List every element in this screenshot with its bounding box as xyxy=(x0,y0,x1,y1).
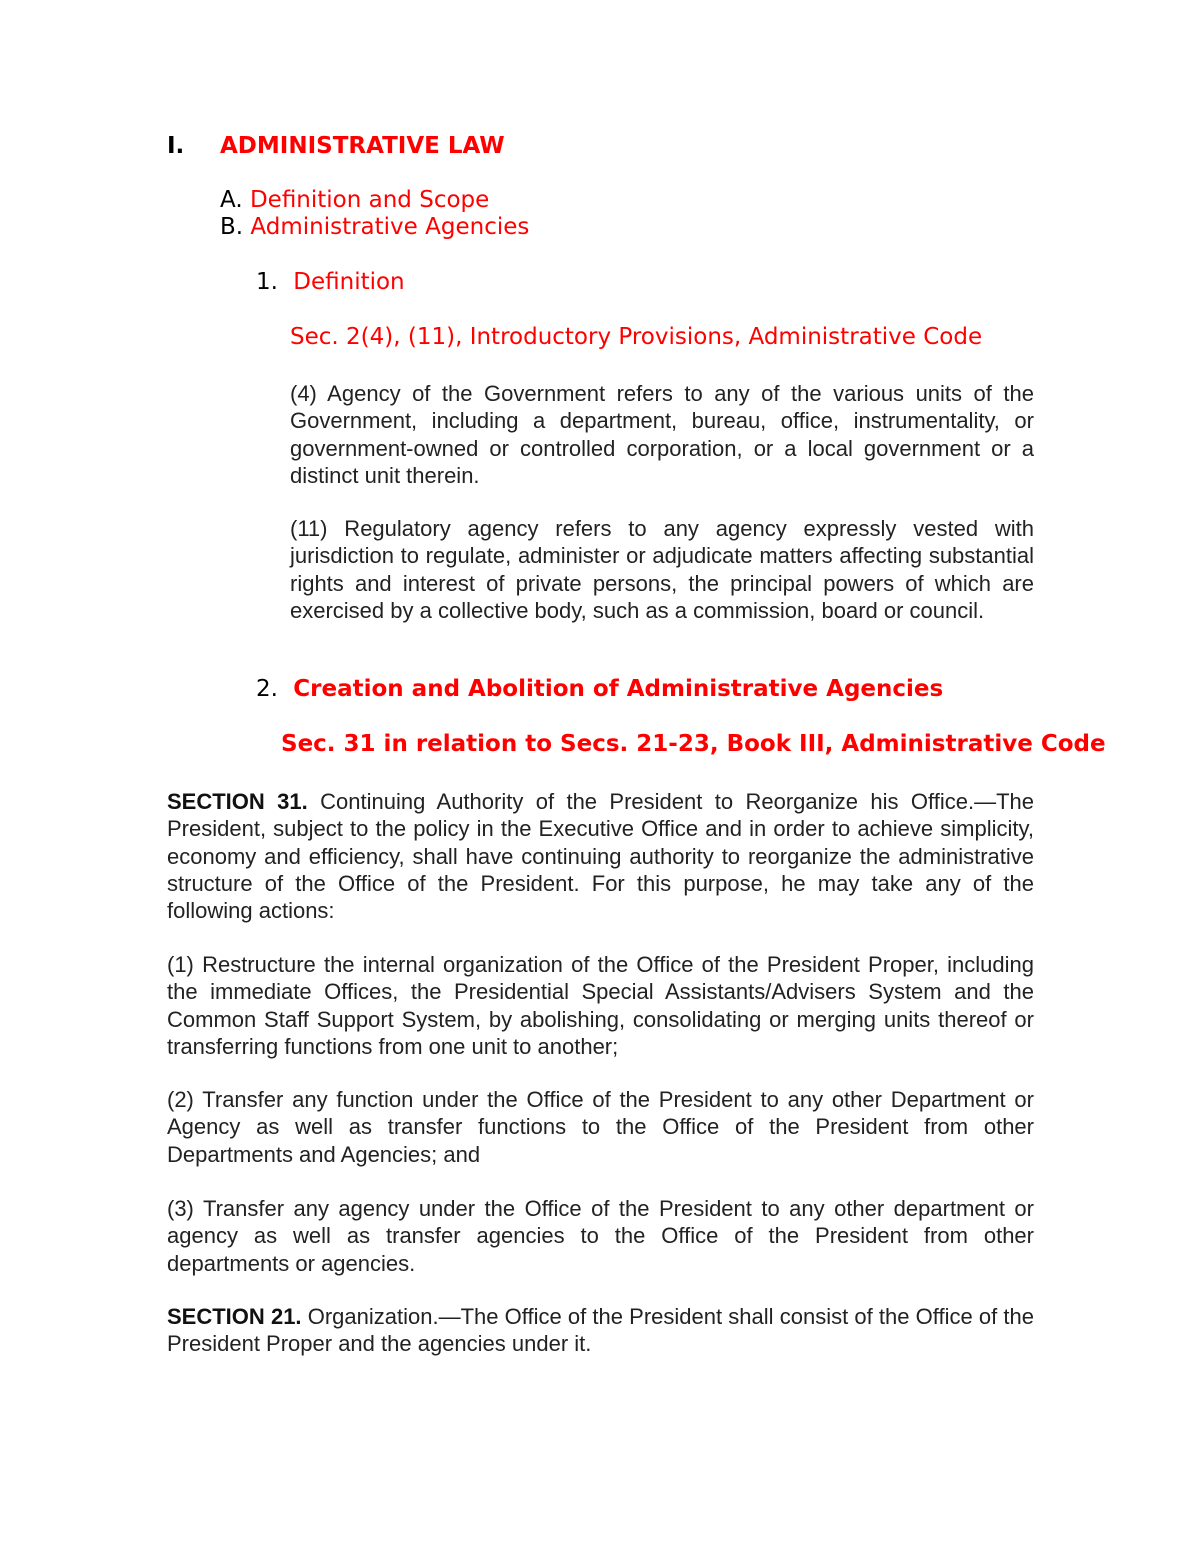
subhead-a xyxy=(220,187,489,213)
definition-paragraph-4: (4) Agency of the Government refers to any of the various units of the Government, including a department, bureau, office, instrumentality, or government-owned or controlled corporation, or a local government or a distinct unit therein. xyxy=(290,381,1034,488)
action-3-paragraph: (3) Transfer any agency under the Office of the President to any other department or agency as well as transfer agencies to the Office of the President from other departments or agencies. xyxy=(167,1196,1034,1276)
section-31-text: Continuing Authority of the President to Reorganize his Office.—The President, subject to the policy in the Executive Office and in order to achieve simplicity, economy and efficiency, shall have continuing authority to reorganize the administrative structure of the Office of the President. For this purpose, he may take any of the following actions: xyxy=(167,789,1034,924)
section-31-label: SECTION 31. xyxy=(167,789,308,814)
action-1-paragraph: (1) Restructure the internal organization of the Office of the President Proper, including the immediate Offices, the Presidential Special Assistants/Advisers System and the Common Staff Support System, by abolishing, consolidating or merging units thereof or transferring functions from one unit to another; xyxy=(167,952,1034,1059)
subhead-b-text: Administrative Agencies xyxy=(250,214,530,240)
action-2-paragraph: (2) Transfer any function under the Office of the President to any other Department or Agency as well as transfer functions to the Office of the President from other Departments and Agencies; and xyxy=(167,1087,1034,1167)
item-2 xyxy=(256,676,943,702)
subhead-a-text: Definition and Scope xyxy=(249,187,490,213)
section-21-label: SECTION 21. xyxy=(167,1304,302,1329)
section-21-text: Organization.—The Office of the President shall consist of the Office of the President Proper and the agencies under it. xyxy=(167,1304,1034,1357)
item-2-title: Creation and Abolition of Administrative Agencies xyxy=(293,676,944,702)
heading-numeral: I. xyxy=(167,133,185,159)
definition-paragraph-11: (11) Regulatory agency refers to any agency expressly vested with jurisdiction to regulate, administer or adjudicate matters affecting substantial rights and interest of private persons, the principal powers of which are exercised by a collective body, such as a commission, board or council. xyxy=(290,516,1034,623)
item-1-title: Definition xyxy=(293,269,405,295)
item-1 xyxy=(256,269,405,295)
section-21-paragraph xyxy=(167,1303,1034,1358)
heading-title: ADMINISTRATIVE LAW xyxy=(220,133,505,159)
item-2-citation: Sec. 31 in relation to Secs. 21-23, Book III, Administrative Code xyxy=(281,731,1106,757)
item-2-marker: 2. xyxy=(256,676,278,702)
subhead-b xyxy=(220,214,529,240)
section-31-paragraph xyxy=(167,788,1034,924)
item-1-marker: 1. xyxy=(256,269,278,295)
item-1-citation: Sec. 2(4), (11), Introductory Provisions, Administrative Code xyxy=(290,324,983,350)
subhead-b-marker: B. xyxy=(220,214,244,240)
subhead-a-marker: A. xyxy=(220,187,243,213)
